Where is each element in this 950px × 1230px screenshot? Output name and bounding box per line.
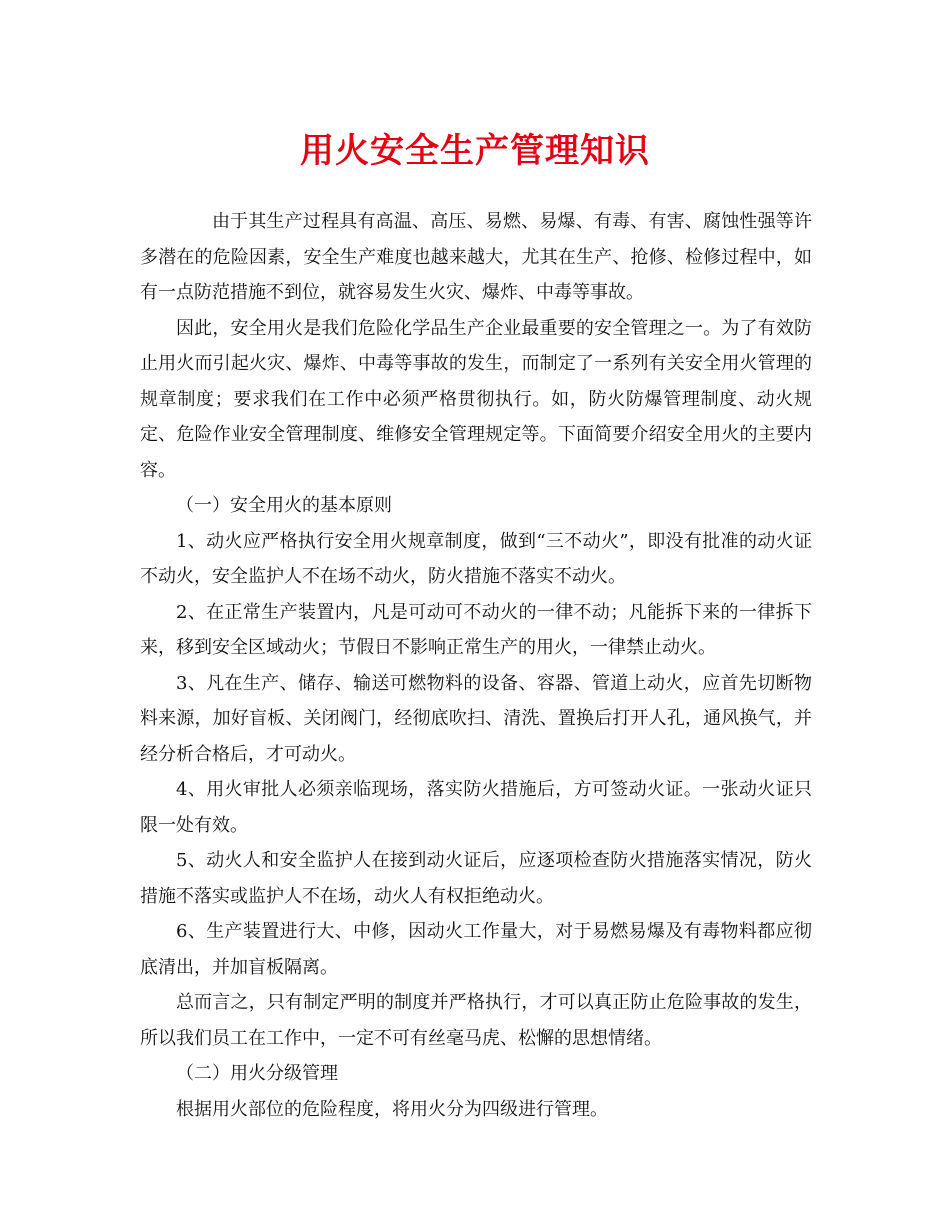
section-heading-basic-principles: （一）安全用火的基本原则: [176, 495, 392, 516]
document-title: 用火安全生产管理知识: [300, 131, 650, 171]
paragraph-grading: 根据用火部位的危险程度，将用火分为四级进行管理。: [176, 1098, 608, 1120]
paragraph-rule-6: 6、生产装置进行大、中修，因动火工作量大，对于易燃易爆及有毒物料都应彻底清出，并加盲板隔离。: [140, 921, 812, 978]
paragraph-summary: 总而言之，只有制定严明的制度并严格执行，才可以真正防止危险事故的发生，所以我们员工在工作中，一定不可有丝毫马虎、松懈的思想情绪。: [140, 992, 812, 1049]
document-body: [140, 204, 812, 1127]
paragraph-rule-2: 2、在正常生产装置内，凡是可动可不动火的一律不动；凡能拆下来的一律拆下来，移到安全区域动火；节假日不影响正常生产的用火，一律禁止动火。: [140, 601, 812, 658]
paragraph-intro: 由于其生产过程具有高温、高压、易燃、易爆、有毒、有害、腐蚀性强等许多潜在的危险因素，安全生产难度也越来越大，尤其在生产、抢修、检修过程中，如有一点防范措施不到位，就容易发生火灾、爆炸、中毒等事故。: [140, 211, 812, 303]
paragraph-rule-1: 1、动火应严格执行安全用火规章制度，做到“三不动火”，即没有批准的动火证不动火，安全监护人不在场不动火，防火措施不落实不动火。: [140, 530, 812, 587]
paragraph-overview: 因此，安全用火是我们危险化学品生产企业最重要的安全管理之一。为了有效防止用火而引起火灾、爆炸、中毒等事故的发生，而制定了一系列有关安全用火管理的规章制度；要求我们在工作中必须严格贯彻执行。如，防火防爆管理制度、动火规定、危险作业安全管理制度、维修安全管理规定等。下面简要介绍安全用火的主要内容。: [140, 317, 812, 481]
paragraph-rule-4: 4、用火审批人必须亲临现场，落实防火措施后，方可签动火证。一张动火证只限一处有效。: [140, 779, 812, 836]
paragraph-rule-3: 3、凡在生产、储存、输送可燃物料的设备、容器、管道上动火，应首先切断物料来源，加好盲板、关闭阀门，经彻底吹扫、清洗、置换后打开人孔，通风换气，并经分析合格后，才可动火。: [140, 672, 812, 765]
section-heading-graded-management: （二）用火分级管理: [176, 1063, 338, 1084]
paragraph-rule-5: 5、动火人和安全监护人在接到动火证后，应逐项检查防火措施落实情况，防火措施不落实或监护人不在场，动火人有权拒绝动火。: [140, 850, 812, 907]
